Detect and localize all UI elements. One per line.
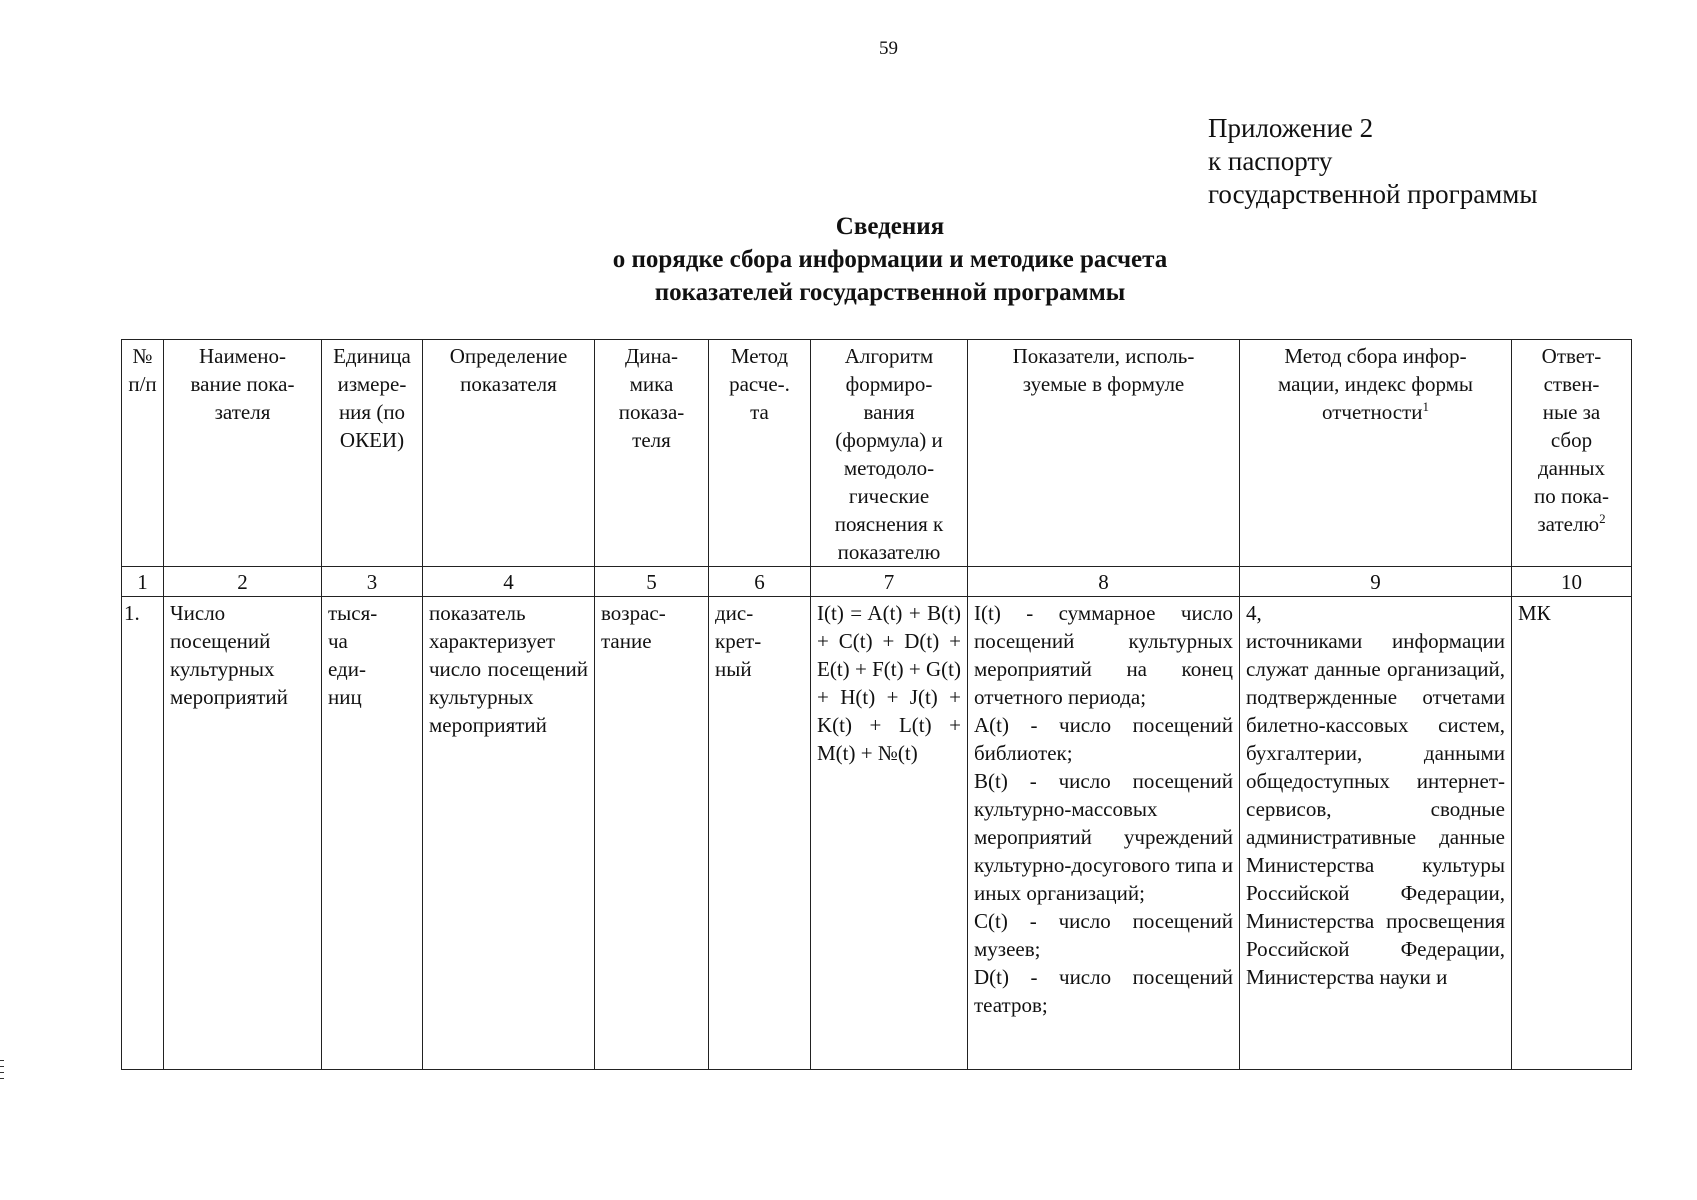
header-method: Метод расче-. та: [709, 340, 811, 567]
cell-unit: тыся- ча еди- ниц: [322, 597, 423, 1070]
title-line-1: Сведения: [835, 213, 945, 240]
page-number: 59: [879, 38, 898, 59]
header-row: [122, 340, 1632, 567]
cell-num: 1.: [122, 597, 164, 1070]
document-title: [440, 210, 1340, 309]
column-number: 7: [811, 567, 968, 597]
appendix-line-3: государственной программы: [1208, 179, 1538, 209]
column-number: 9: [1240, 567, 1512, 597]
header-num: № п/п: [122, 340, 164, 567]
cell-method: дис- крет- ный: [709, 597, 811, 1070]
header-definition: Определение показателя: [423, 340, 595, 567]
column-number: 5: [595, 567, 709, 597]
title-line-3: показателей государственной программы: [654, 279, 1126, 306]
cell-collection-method: 4, источниками информации служат данные организаций, подтвержденные отчетами билетно-кассовых систем, бухгалтерии, данными общедоступных интернет-сервисов, сводные административные данные Министерства культуры Российской Федерации, Министерства просвещения Российской Федерации, Министерства науки и: [1240, 597, 1512, 1070]
appendix-line-2: к паспорту: [1208, 146, 1333, 176]
appendix-line-1: Приложение 2: [1208, 113, 1374, 143]
column-number: 10: [1512, 567, 1632, 597]
cell-definition: показатель характеризует число посещений культурных мероприятий: [423, 597, 595, 1070]
cell-responsible: МК: [1512, 597, 1632, 1070]
header-collection-method-text: Метод сбора инфор- мации, индекс формы отчетности: [1277, 344, 1474, 424]
header-name: Наимено- вание пока- зателя: [164, 340, 322, 567]
header-dynamics: Дина- мика показа- теля: [595, 340, 709, 567]
header-indicators: Показатели, исполь- зуемые в формуле: [968, 340, 1240, 567]
column-number-row: [122, 567, 1632, 597]
indicators-table: [121, 339, 1632, 1070]
column-number: 6: [709, 567, 811, 597]
header-unit: Единица измере- ния (по ОКЕИ): [322, 340, 423, 567]
cell-dynamics: возрас- тание: [595, 597, 709, 1070]
header-responsible: [1512, 340, 1632, 567]
table-row: [122, 597, 1632, 1070]
column-number: 4: [423, 567, 595, 597]
appendix-note: [1208, 112, 1538, 211]
header-responsible-text: Ответ- ствен- ные за сбор данных по пока- зателю: [1534, 344, 1609, 536]
header-algorithm: Алгоритм формиро- вания (формула) и методоло- гические пояснения к показателю: [811, 340, 968, 567]
footnote-ref-2: 2: [1599, 511, 1606, 526]
title-line-2: о порядке сбора информации и методике расчета: [612, 246, 1168, 273]
column-number: 2: [164, 567, 322, 597]
column-number: 8: [968, 567, 1240, 597]
column-number: 3: [322, 567, 423, 597]
footnote-ref-1: 1: [1422, 399, 1429, 414]
cell-algorithm: I(t) = A(t) + B(t) + C(t) + D(t) + E(t) + F(t) + G(t) + H(t) + J(t) + K(t) + L(t) + M(t) + №(t): [811, 597, 968, 1070]
scan-edge-marks: [0, 1060, 4, 1084]
header-collection-method: [1240, 340, 1512, 567]
cell-name: Число посещений культурных мероприятий: [164, 597, 322, 1070]
column-number: 1: [122, 567, 164, 597]
cell-indicators: I(t) - суммарное число посещений культурных мероприятий на конец отчетного периода; A(t) - число посещений библиотек; B(t) - число посещений культурно-массовых мероприятий учреждений культурно-досугового типа и иных организаций; C(t) - число посещений музеев; D(t) - число посещений театров;: [968, 597, 1240, 1070]
